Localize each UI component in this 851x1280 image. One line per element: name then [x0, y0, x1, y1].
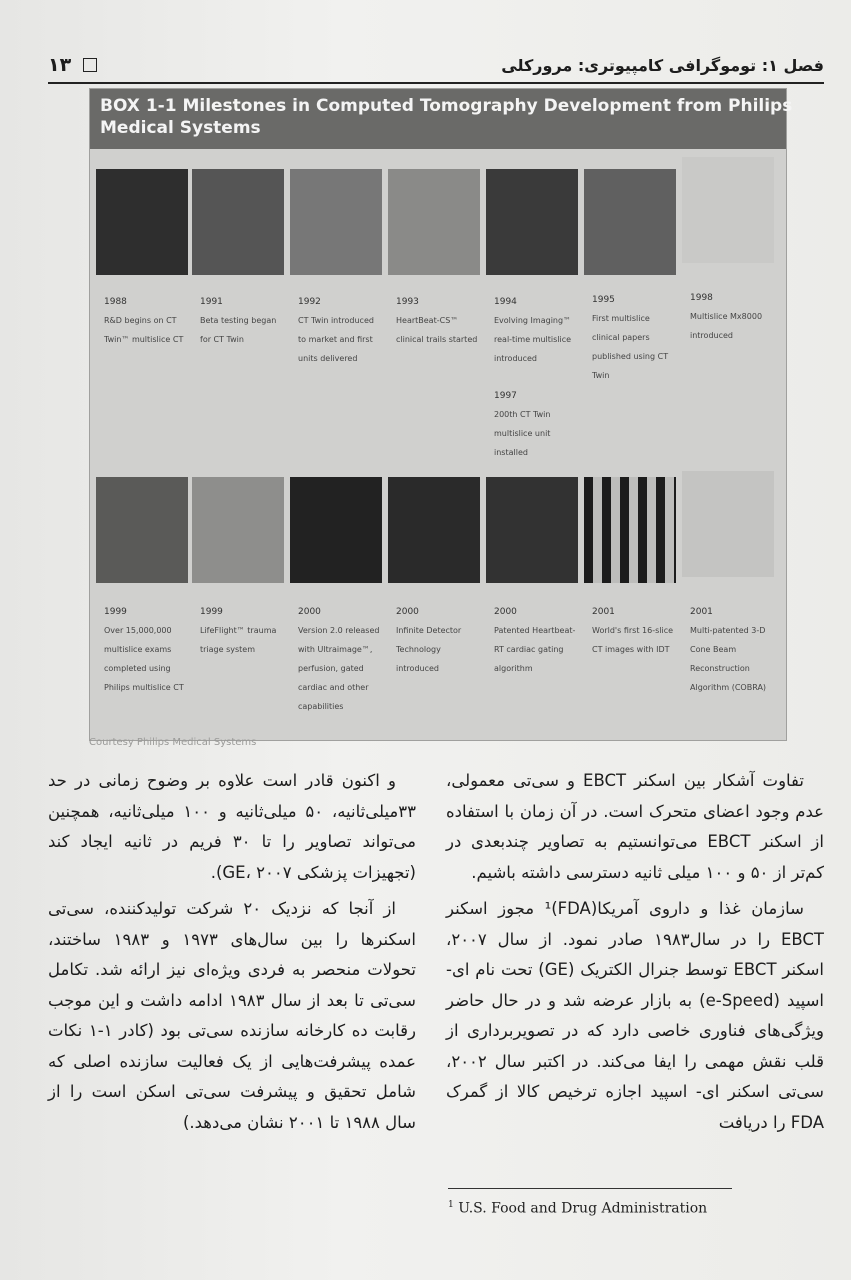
milestone-desc: R&D begins on CT Twin™ multislice CT — [104, 316, 184, 344]
footnote-marker: 1 — [448, 1200, 454, 1210]
ct-thumbnail-image — [486, 169, 578, 275]
milestone-desc: Version 2.0 released with Ultraimage™, perfusion, gated cardiac and other capabilities — [298, 626, 380, 711]
milestone-desc: Multi-patented 3-D Cone Beam Reconstruction Algorithm (COBRA) — [690, 626, 767, 692]
figure-title-line-2: Medical Systems — [100, 118, 261, 138]
footnote-text: U.S. Food and Drug Administration — [458, 1200, 708, 1217]
header-rule — [48, 82, 824, 84]
milestone-desc: Beta testing began for CT Twin — [200, 316, 277, 344]
footnote — [448, 1200, 748, 1217]
milestone-year: 2001 — [592, 607, 615, 617]
ct-thumbnail-image — [192, 477, 284, 583]
milestone-year: 1998 — [690, 293, 713, 303]
ct-thumbnail-image — [96, 169, 188, 275]
milestone-year: 2001 — [690, 607, 713, 617]
ct-thumbnail-image — [584, 169, 676, 275]
ct-thumbnail-image — [584, 477, 676, 583]
milestone-desc: 200th CT Twin multislice unit installed — [494, 410, 551, 457]
ct-thumbnail-image — [96, 477, 188, 583]
figure-title-bar — [90, 89, 793, 149]
milestone-desc: Multislice Mx8000 introduced — [690, 312, 763, 340]
figure-title — [100, 95, 792, 139]
paragraph: و اکنون قادر است علاوه بر وضوح زمانی در حد ۳۳میلی‌ثانیه، ۵۰ میلی‌ثانیه و ۱۰۰ میلی‌ثانیه، همچنین می‌تواند تصاویر را تا ۳۰ فریم در ثانیه ایجاد کند (تجهیزات پزشکی GE، ۲۰۰۷). — [48, 771, 417, 882]
chapter-title: فصل ۱: توموگرافی کامپیوتری: مرورکلی — [501, 55, 824, 75]
milestones-figure — [89, 88, 793, 741]
paragraph: از آنجا که نزدیک ۲۰ شرکت تولیدکننده، سی‌تی اسکنرها را بین سال‌های ۱۹۷۳ و ۱۹۸۳ ساختند، تحولات منحصر به فردی ویژه‌ای نیز ارائه شد. تکامل سی‌تی تا بعد از سال ۱۹۸۳ ادامه داشت و این موجب رقابت ده کارخانه سازنده سی‌تی بود (کادر ۱-۱ نکات عمده پیشرفت‌هایی از یک فعالیت سازنده اصلی که شامل تحقیق و پیشرفت سی‌تی اسکن است را از سال ۱۹۸۸ تا ۲۰۰۱ نشان می‌دهد.) — [48, 899, 416, 1132]
square-ornament-icon — [83, 58, 97, 72]
milestone-desc: World's first 16-slice CT images with IDT — [592, 626, 674, 654]
milestone-year: 1992 — [298, 297, 321, 307]
ct-thumbnail-image — [682, 157, 774, 263]
ct-thumbnail-image — [388, 477, 480, 583]
figure-credit: Courtesy Philips Medical Systems — [89, 737, 257, 748]
page-number: ۱۳ — [48, 54, 72, 76]
milestone-desc: HeartBeat-CS™ clinical trails started — [396, 316, 478, 344]
milestone-desc: Infinite Detector Technology introduced — [396, 626, 462, 673]
running-header — [48, 52, 824, 78]
milestone-desc: Over 15,000,000 multislice exams completed using Philips multislice CT — [104, 626, 184, 692]
milestone-year: 1991 — [200, 297, 223, 307]
ct-thumbnail-image — [388, 169, 480, 275]
paragraph: تفاوت آشکار بین اسکنر EBCT و سی‌تی معمولی، عدم وجود اعضای متحرک است. در آن زمان با استفاده از اسکنر EBCT می‌توانستیم به تصاویر چندبعدی در کم‌تر از ۵۰ و ۱۰۰ میلی ثانیه دسترسی داشته باشیم. — [446, 771, 824, 882]
figure-title-line-1: BOX 1-1 Milestones in Computed Tomography Development from Philips — [100, 96, 793, 116]
milestone-year: 1988 — [104, 297, 127, 307]
ct-thumbnail-image — [290, 477, 382, 583]
milestone-desc: Patented Heartbeat-RT cardiac gating algorithm — [494, 626, 576, 673]
milestone-year: 1999 — [200, 607, 223, 617]
milestone-desc: CT Twin introduced to market and first units delivered — [298, 316, 374, 363]
paragraph: سازمان غذا و داروی آمریکا(FDA)¹ مجوز اسکنر EBCT را در سال۱۹۸۳ صادر نمود. از سال ۲۰۰۷، اسکنر EBCT توسط جنرال الکتریک (GE) تحت نام ای- اسپید (e-Speed) به بازار عرضه شد و در حال حاضر ویژگی‌های فناوری خاصی دارد که در تصویربرداری از قلب نقش مهمی را ایفا می‌کند. در اکتبر سال ۲۰۰۲، سی‌تی اسکنر ای- اسپید اجازه ترخیص کالا از گمرک FDA را دریافت — [446, 899, 825, 1132]
milestone-year: 1999 — [104, 607, 127, 617]
ct-thumbnail-image — [290, 169, 382, 275]
milestone-year: 1993 — [396, 297, 419, 307]
milestone-year: 2000 — [396, 607, 419, 617]
ct-thumbnail-image — [192, 169, 284, 275]
text-column-right — [446, 766, 824, 1144]
text-column-left — [48, 766, 416, 1144]
milestone-desc: Evolving Imaging™ real-time multislice introduced — [494, 316, 572, 363]
milestone-desc: First multislice clinical papers published using CT Twin — [592, 314, 669, 380]
milestone-year: 2000 — [298, 607, 321, 617]
footnote-rule — [448, 1188, 732, 1189]
milestone-year: 1997 — [494, 391, 517, 401]
milestone-year: 1994 — [494, 297, 517, 307]
ct-thumbnail-image — [682, 471, 774, 577]
milestone-year: 2000 — [494, 607, 517, 617]
milestone-year: 1995 — [592, 295, 615, 305]
ct-thumbnail-image — [486, 477, 578, 583]
milestone-desc: LifeFlight™ trauma triage system — [200, 626, 277, 654]
